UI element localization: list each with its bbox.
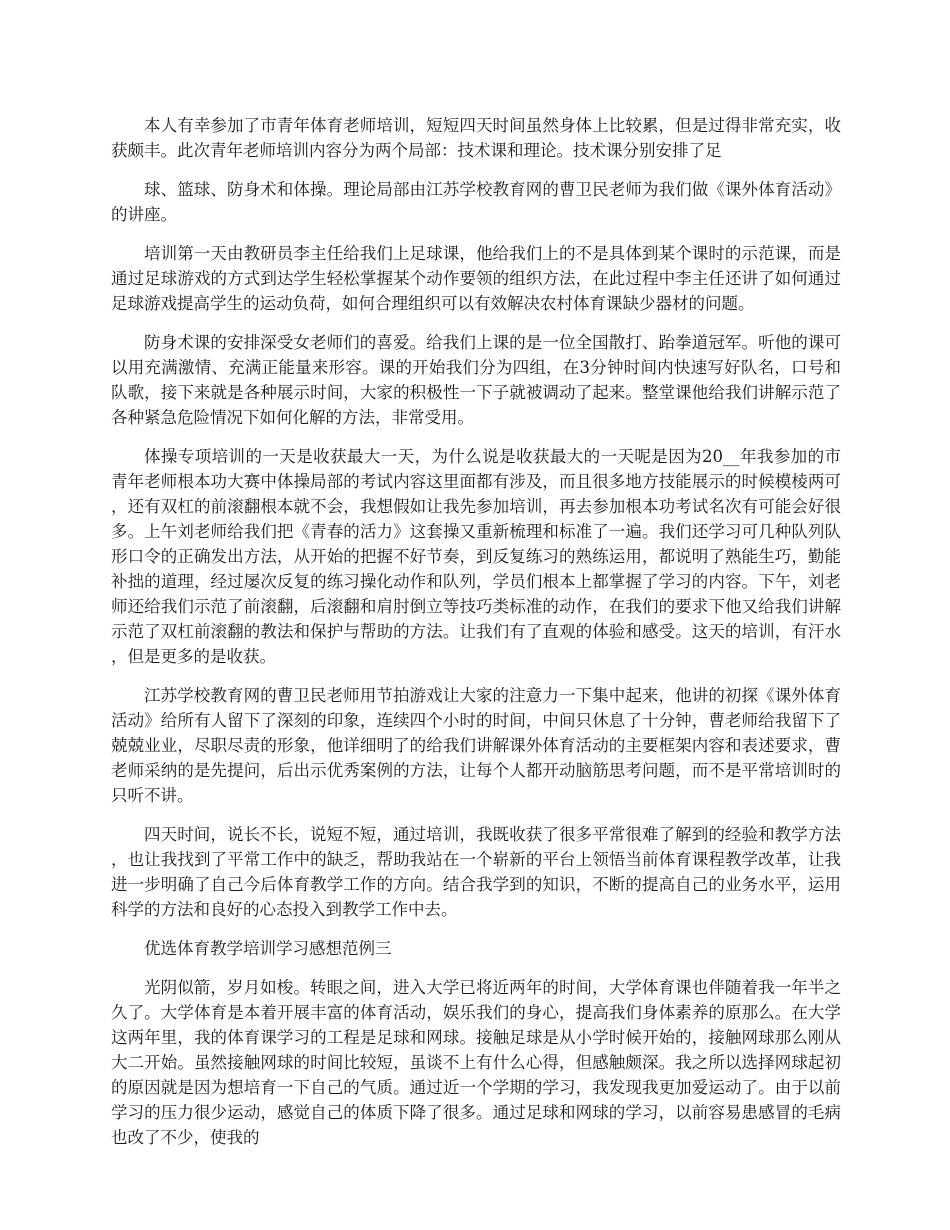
paragraph-gymnastics: 体操专项培训的一天是收获最大一天，为什么说是收获最大的一天呢是因为20__年我参加的市青年老师根本功大赛中体操局部的考试内容这里面都有涉及，而且很多地方技能展示的时候模棱两可，还有双杠的前滚翻根本就不会，我想假如让我先参加培训，再去参加根本功考试名次有可能会好很多。上午刘老师给我们把《青春的活力》这套操又重新梳理和标准了一遍。我们还学习可几种队列队形口令的正确发出方法，从开始的把握不好节奏，到反复练习的熟练运用，都说明了熟能生巧，勤能补拙的道理，经过屡次反复的练习操化动作和队列，学员们根本上都掌握了学习的内容。下午，刘老师还给我们示范了前滚翻，后滚翻和肩肘倒立等技巧类标准的动作，在我们的要求下他又给我们讲解示范了双杠前滚翻的教法和保护与帮助的方法。让我们有了直观的体验和感受。这天的培训，有汗水，但是更多的是收获。 [111,447,841,666]
paragraph-summary: 四天时间，说长不长，说短不短，通过培训，我既收获了很多平常很难了解到的经验和教学方法，也让我找到了平常工作中的缺乏，帮助我站在一个崭新的平台上领悟当前体育课程教学改革，让我进一步明确了自己今后体育教学工作的方向。结合我学到的知识，不断的提高自己的业务水平，运用科学的方法和良好的心态投入到教学工作中去。 [111,825,841,919]
section-heading: 优选体育教学培训学习感想范例三 [144,939,392,958]
paragraph-courses: 球、篮球、防身术和体操。理论局部由江苏学校教育网的曹卫民老师为我们做《课外体育活动》的讲座。 [111,180,841,224]
paragraph-university-pe: 光阴似箭，岁月如梭。转眼之间，进入大学已将近两年的时间，大学体育课也伴随着我一年半之久了。大学体育是本着开展丰富的体育活动，娱乐我们的身心，提高我们身体素养的原那么。在大学这两年里，我的体育课学习的工程是足球和网球。接触足球是从小学时候开始的，接触网球那么刚从大二开始。虽然接触网球的时间比较短，虽谈不上有什么心得，但感触颇深。我之所以选择网球起初的原因就是因为想培育一下自己的气质。通过近一个学期的学习，我发现我更加爱运动了。由于以前学习的压力很少运动，感觉自己的体质下降了很多。通过足球和网球的学习，以前容易患感冒的毛病也改了不少，使我的 [111,978,841,1147]
paragraph-theory-lecture: 江苏学校教育网的曹卫民老师用节拍游戏让大家的注意力一下集中起来，他讲的初探《课外体育活动》给所有人留下了深刻的印象，连续四个小时的时间，中间只休息了十分钟，曹老师给我留下了兢兢业业，尽职尽责的形象，他详细明了的给我们讲解课外体育活动的主要框架内容和表述要求，曹老师采纳的是先提问，后出示优秀案例的方法，让每个人都开动脑筋思考问题，而不是平常培训时的只听不讲。 [111,686,841,805]
paragraph-self-defense: 防身术课的安排深受女老师们的喜爱。给我们上课的是一位全国散打、跆拳道冠军。听他的课可以用充满激情、充满正能量来形容。课的开始我们分为四组，在3分钟时间内快速写好队名，口号和队歌，接下来就是各种展示时间，大家的积极性一下子就被调动了起来。整堂课他给我们讲解示范了各种紧急危险情况下如何化解的方法，非常受用。 [111,333,841,427]
paragraph-intro: 本人有幸参加了市青年体育老师培训，短短四天时间虽然身体上比较累，但是过得非常充实，收获颇丰。此次青年老师培训内容分为两个局部：技术课和理论。技术课分别安排了足 [111,116,841,160]
paragraph-football: 培训第一天由教研员李主任给我们上足球课，他给我们上的不是具体到某个课时的示范课，而是通过足球游戏的方式到达学生轻松掌握某个动作要领的组织方法，在此过程中李主任还讲了如何通过足球游戏提高学生的运动负荷，如何合理组织可以有效解决农村体育课缺少器材的问题。 [111,244,841,313]
document-body [111,113,841,1164]
